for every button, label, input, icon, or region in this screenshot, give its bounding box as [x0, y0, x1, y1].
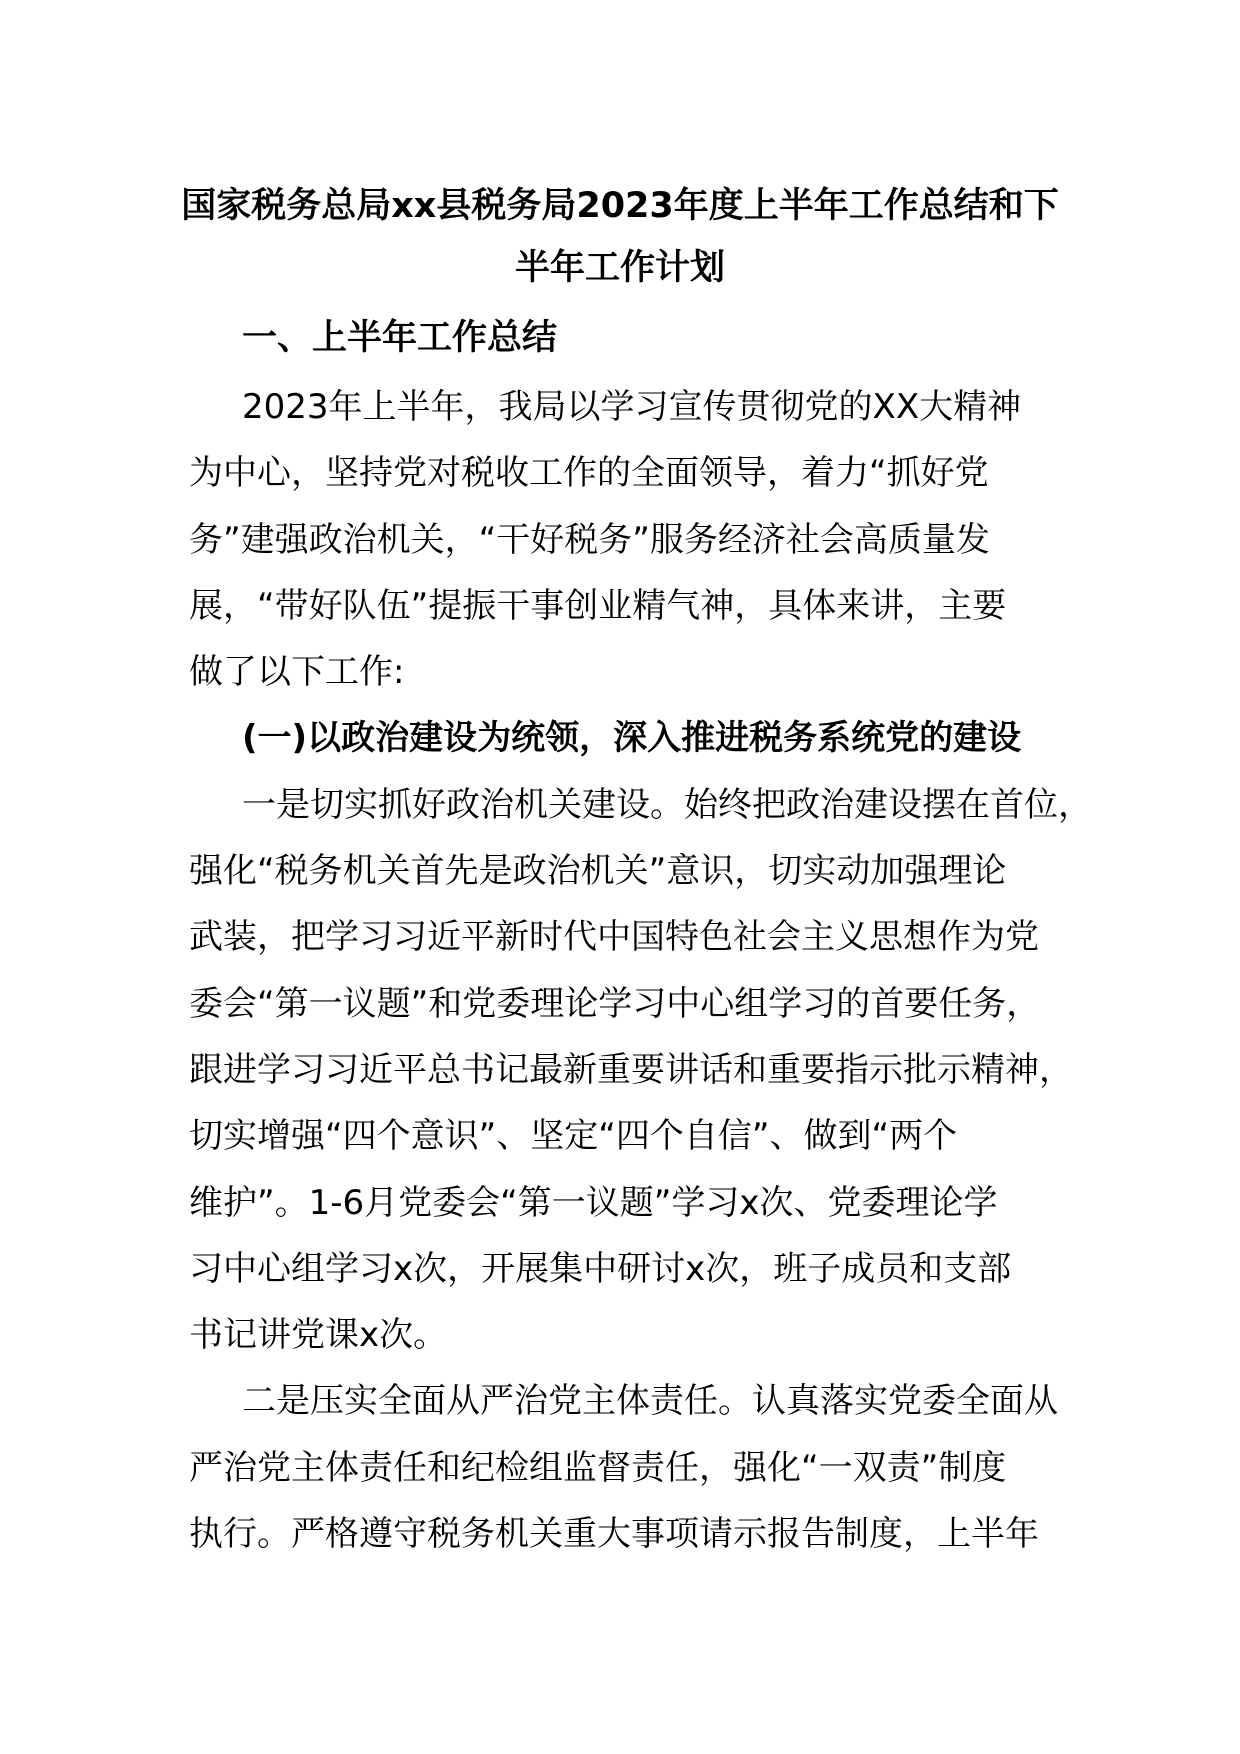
- paragraph-line: 书记讲党课x次。: [189, 1315, 448, 1356]
- paragraph-line: 执行。严格遵守税务机关重大事项请示报告制度，上半年: [189, 1514, 1039, 1555]
- title-line: 半年工作计划: [514, 248, 725, 288]
- paragraph-line: 一是切实抓好政治机关建设。始终把政治建设摆在首位，: [242, 784, 1092, 825]
- paragraph-line: 维护”。1-6月党委会“第一议题”学习x次、党委理论学: [189, 1182, 998, 1223]
- paragraph-line: 切实增强“四个意识”、坚定“四个自信”、做到“两个: [189, 1116, 958, 1157]
- paragraph-line: 强化“税务机关首先是政治机关”意识，切实动加强理论: [189, 851, 1007, 892]
- paragraph-line: 展，“带好队伍”提振干事创业精气神，具体来讲，主要: [189, 585, 1007, 626]
- subheading: (一)以政治建设为统领，深入推进税务系统党的建设: [242, 718, 1022, 759]
- paragraph-line: 武装，把学习习近平新时代中国特色社会主义思想作为党: [189, 917, 1039, 958]
- document-title: [0, 175, 1240, 299]
- paragraph-line: 为中心，坚持党对税收工作的全面领导，着力“抓好党: [189, 453, 989, 494]
- document-body: [189, 374, 1092, 1567]
- paragraph-line: 做了以下工作:: [189, 652, 405, 693]
- title-line: 国家税务总局xx县税务局2023年度上半年工作总结和下: [181, 186, 1059, 226]
- section-heading: 一、上半年工作总结: [242, 318, 558, 358]
- paragraph-line: 习中心组学习x次，开展集中研讨x次，班子成员和支部: [189, 1248, 1012, 1289]
- paragraph-line: 2023年上半年，我局以学习宣传贯彻党的XX大精神: [242, 387, 1022, 427]
- paragraph-line: 严治党主体责任和纪检组监督责任，强化“一双责”制度: [189, 1447, 1007, 1488]
- paragraph-line: 二是压实全面从严治党主体责任。认真落实党委全面从: [242, 1381, 1058, 1422]
- paragraph-line: 委会“第一议题”和党委理论学习中心组学习的首要任务，: [189, 983, 1041, 1024]
- paragraph-line: 跟进学习习近平总书记最新重要讲话和重要指示批示精神，: [189, 1049, 1073, 1090]
- paragraph-line: 务”建强政治机关，“干好税务”服务经济社会高质量发: [189, 519, 990, 560]
